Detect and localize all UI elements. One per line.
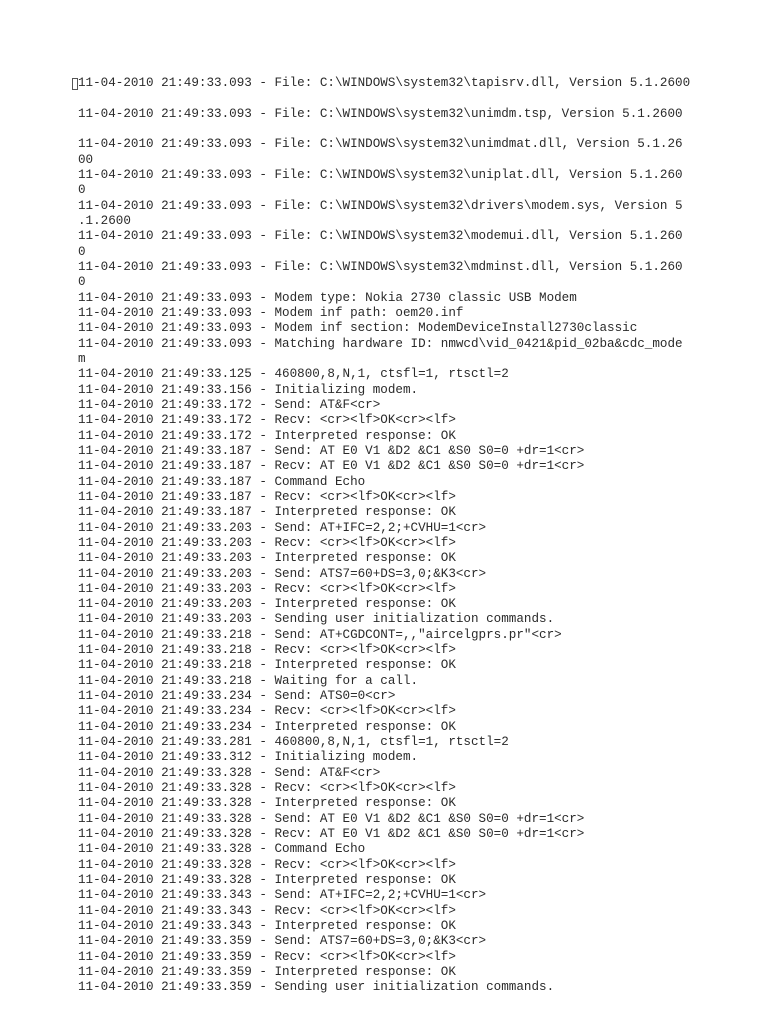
log-line: .1.2600 — [78, 213, 131, 228]
log-line: 11-04-2010 21:49:33.312 - Initializing modem. — [78, 750, 419, 765]
log-line: 11-04-2010 21:49:33.093 - File: C:\WINDOWS\system32\unimdm.tsp, Version 5.1.2600 — [78, 106, 683, 121]
modem-log-document — [78, 76, 718, 996]
log-line: 11-04-2010 21:49:33.093 - File: C:\WINDOWS\system32\mdminst.dll, Version 5.1.260 — [78, 259, 683, 274]
log-line: 11-04-2010 21:49:33.187 - Recv: AT E0 V1 &D2 &C1 &S0 S0=0 +dr=1<cr> — [78, 459, 585, 474]
log-line: 11-04-2010 21:49:33.093 - File: C:\WINDOWS\system32\unimdmat.dll, Version 5.1.26 — [78, 137, 683, 152]
log-line: 11-04-2010 21:49:33.359 - Recv: <cr><lf>OK<cr><lf> — [78, 949, 456, 964]
log-line: 11-04-2010 21:49:33.359 - Sending user initialization commands. — [78, 980, 555, 995]
log-line: 11-04-2010 21:49:33.234 - Send: ATS0=0<cr> — [78, 689, 396, 704]
log-line: 11-04-2010 21:49:33.343 - Recv: <cr><lf>OK<cr><lf> — [78, 903, 456, 918]
log-line: 11-04-2010 21:49:33.093 - File: C:\WINDOWS\system32\tapisrv.dll, Version 5.1.2600 — [78, 76, 691, 90]
log-line: 0 — [78, 244, 86, 259]
log-line: 11-04-2010 21:49:33.093 - Matching hardware ID: nmwcd\vid_0421&pid_02ba&cdc_mode — [78, 336, 683, 351]
blank-line — [78, 91, 718, 106]
blank-line — [78, 122, 718, 137]
log-line: 11-04-2010 21:49:33.328 - Send: AT&F<cr> — [78, 765, 381, 780]
log-line: 11-04-2010 21:49:33.218 - Interpreted response: OK — [78, 658, 456, 673]
log-line: 11-04-2010 21:49:33.203 - Send: ATS7=60+DS=3,0;&K3<cr> — [78, 566, 487, 581]
log-line: 0 — [78, 275, 86, 290]
log-line: 11-04-2010 21:49:33.343 - Interpreted response: OK — [78, 919, 456, 934]
log-line: 11-04-2010 21:49:33.234 - Interpreted response: OK — [78, 719, 456, 734]
log-line: m — [78, 351, 86, 366]
log-line: 11-04-2010 21:49:33.203 - Recv: <cr><lf>OK<cr><lf> — [78, 581, 456, 596]
log-line: 11-04-2010 21:49:33.281 - 460800,8,N,1, ctsfl=1, rtsctl=2 — [78, 735, 509, 750]
log-line: 11-04-2010 21:49:33.218 - Waiting for a call. — [78, 673, 419, 688]
log-line: 11-04-2010 21:49:33.328 - Interpreted response: OK — [78, 873, 456, 888]
log-line: 11-04-2010 21:49:33.234 - Recv: <cr><lf>OK<cr><lf> — [78, 704, 456, 719]
log-line: 11-04-2010 21:49:33.328 - Interpreted response: OK — [78, 796, 456, 811]
log-line: 11-04-2010 21:49:33.203 - Recv: <cr><lf>OK<cr><lf> — [78, 535, 456, 550]
log-line: 11-04-2010 21:49:33.203 - Sending user initialization commands. — [78, 612, 555, 627]
log-line: 0 — [78, 183, 86, 198]
log-line: 11-04-2010 21:49:33.343 - Send: AT+IFC=2,2;+CVHU=1<cr> — [78, 888, 487, 903]
log-line: 11-04-2010 21:49:33.172 - Recv: <cr><lf>OK<cr><lf> — [78, 413, 456, 428]
log-line: 11-04-2010 21:49:33.125 - 460800,8,N,1, ctsfl=1, rtsctl=2 — [78, 367, 509, 382]
log-line: 11-04-2010 21:49:33.093 - File: C:\WINDOWS\system32\modemui.dll, Version 5.1.260 — [78, 229, 683, 244]
log-line: 11-04-2010 21:49:33.093 - Modem inf path: oem20.inf — [78, 305, 464, 320]
log-line: 11-04-2010 21:49:33.093 - Modem type: Nokia 2730 classic USB Modem — [78, 290, 577, 305]
log-line: 11-04-2010 21:49:33.328 - Command Echo — [78, 842, 366, 857]
log-line: 11-04-2010 21:49:33.187 - Recv: <cr><lf>OK<cr><lf> — [78, 489, 456, 504]
log-line: 11-04-2010 21:49:33.203 - Interpreted response: OK — [78, 597, 456, 612]
log-line: 11-04-2010 21:49:33.156 - Initializing modem. — [78, 382, 419, 397]
log-line: 11-04-2010 21:49:33.187 - Send: AT E0 V1 &D2 &C1 &S0 S0=0 +dr=1<cr> — [78, 443, 585, 458]
log-line: 11-04-2010 21:49:33.093 - File: C:\WINDOWS\system32\uniplat.dll, Version 5.1.260 — [78, 167, 683, 182]
log-line: 11-04-2010 21:49:33.187 - Interpreted response: OK — [78, 505, 456, 520]
log-line: 11-04-2010 21:49:33.218 - Recv: <cr><lf>OK<cr><lf> — [78, 643, 456, 658]
log-line: 11-04-2010 21:49:33.187 - Command Echo — [78, 474, 366, 489]
log-line: 11-04-2010 21:49:33.172 - Interpreted response: OK — [78, 428, 456, 443]
log-line: 11-04-2010 21:49:33.203 - Interpreted response: OK — [78, 551, 456, 566]
log-line: 11-04-2010 21:49:33.093 - File: C:\WINDOWS\system32\drivers\modem.sys, Version 5 — [78, 198, 683, 213]
log-line: 11-04-2010 21:49:33.328 - Recv: <cr><lf>OK<cr><lf> — [78, 857, 456, 872]
log-line: 11-04-2010 21:49:33.203 - Send: AT+IFC=2,2;+CVHU=1<cr> — [78, 520, 487, 535]
log-line: 11-04-2010 21:49:33.328 - Send: AT E0 V1 &D2 &C1 &S0 S0=0 +dr=1<cr> — [78, 811, 585, 826]
log-line: 11-04-2010 21:49:33.093 - Modem inf section: ModemDeviceInstall2730classic — [78, 321, 638, 336]
log-line: 11-04-2010 21:49:33.359 - Interpreted response: OK — [78, 965, 456, 980]
log-line: 11-04-2010 21:49:33.359 - Send: ATS7=60+DS=3,0;&K3<cr> — [78, 934, 487, 949]
log-line: 11-04-2010 21:49:33.328 - Recv: <cr><lf>OK<cr><lf> — [78, 781, 456, 796]
log-line: 00 — [78, 152, 94, 167]
log-line: 11-04-2010 21:49:33.328 - Recv: AT E0 V1 &D2 &C1 &S0 S0=0 +dr=1<cr> — [78, 827, 585, 842]
log-line: 11-04-2010 21:49:33.218 - Send: AT+CGDCONT=,,"aircelgprs.pr"<cr> — [78, 627, 562, 642]
log-line: 11-04-2010 21:49:33.172 - Send: AT&F<cr> — [78, 397, 381, 412]
